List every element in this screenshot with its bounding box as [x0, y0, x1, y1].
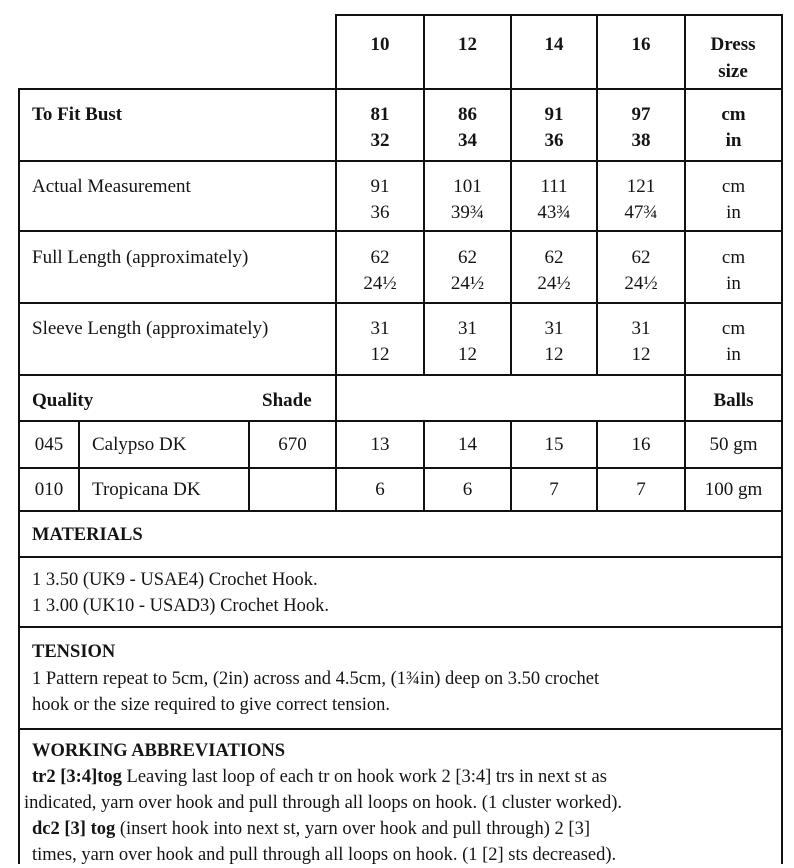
yarn-balls-16: 7 — [636, 479, 646, 500]
yarn-name: Calypso DK — [92, 434, 187, 455]
materials-heading: MATERIALS — [32, 525, 143, 545]
sleeve-cm-10: 31 — [370, 318, 390, 339]
bust-in-14: 36 — [544, 130, 564, 151]
actual-unit-cm: cm — [721, 176, 746, 197]
sleeve-cm-16: 31 — [631, 318, 651, 339]
bust-cm-16: 97 — [631, 104, 651, 125]
bust-in-12: 34 — [458, 130, 477, 151]
rule-left — [18, 88, 20, 864]
yarn-name: Tropicana DK — [92, 479, 201, 500]
bust-unit-cm: cm — [721, 104, 746, 125]
sleeve-in-16: 12 — [631, 344, 651, 365]
yarn-code: 045 — [34, 434, 64, 455]
sleeve-in-10: 12 — [370, 344, 390, 365]
length-in-14: 24½ — [537, 273, 571, 294]
sleeve-in-14: 12 — [544, 344, 564, 365]
abbreviations-heading: WORKING ABBREVIATIONS — [32, 741, 286, 761]
rule-top-header — [335, 14, 783, 16]
yarn-shade: 670 — [278, 434, 307, 455]
sleeve-unit-in: in — [726, 344, 741, 365]
dress-size-label: Dress size — [710, 34, 756, 82]
balls-header: Balls — [713, 390, 754, 411]
length-in-12: 24½ — [450, 273, 485, 294]
yarn-balls-12: 6 — [462, 479, 473, 500]
rule-row-bust — [18, 88, 783, 90]
yarn-ball-weight: 50 gm — [709, 434, 758, 455]
abbreviation-text: (insert hook into next st, yarn over hook and pull through) 2 [3] — [115, 819, 590, 839]
rule-yarn-1 — [18, 420, 783, 422]
length-unit-in: in — [726, 273, 741, 294]
yarn-code: 010 — [34, 479, 64, 500]
yarn-balls-14: 15 — [544, 434, 564, 455]
row-label-bust: To Fit Bust — [32, 104, 123, 125]
yarn-balls-16: 16 — [631, 434, 651, 455]
rule-materials-body — [18, 556, 783, 558]
row-label-sleeve: Sleeve Length (approximately) — [32, 318, 269, 339]
length-unit-cm: cm — [721, 247, 746, 268]
abbreviation-text: Leaving last loop of each tr on hook work 2 [3:4] trs in next st as — [121, 767, 607, 787]
abbreviation-term: tr2 [3:4]tog — [32, 767, 122, 787]
actual-cm-12: 101 — [453, 176, 482, 197]
row-label-actual: Actual Measurement — [32, 176, 191, 197]
sleeve-cm-12: 31 — [458, 318, 477, 339]
tension-line: 1 Pattern repeat to 5cm, (2in) across and 4.5cm, (1¾in) deep on 3.50 crochet — [32, 669, 600, 689]
size-header-12: 12 — [458, 34, 477, 55]
sleeve-in-12: 12 — [458, 344, 477, 365]
abbreviation-entry — [32, 816, 590, 842]
yarn-ball-weight: 100 gm — [704, 479, 763, 500]
bust-in-10: 32 — [370, 130, 390, 151]
abbreviation-text: indicated, yarn over hook and pull through all loops on hook. (1 cluster worked). — [24, 793, 623, 813]
quality-header: Quality — [32, 390, 94, 411]
sleeve-unit-cm: cm — [721, 318, 746, 339]
actual-in-12: 39¾ — [450, 202, 485, 223]
materials-line: 1 3.00 (UK10 - USAD3) Crochet Hook. — [32, 596, 329, 616]
yarn-balls-14: 7 — [549, 479, 559, 500]
size-header-10: 10 — [370, 34, 390, 55]
bust-unit-in: in — [725, 130, 742, 151]
actual-in-10: 36 — [370, 202, 390, 223]
rule-abbreviations — [18, 728, 783, 730]
abbreviation-term: dc2 [3] tog — [32, 819, 116, 839]
rule-row-sleeve — [18, 302, 783, 304]
length-in-16: 24½ — [624, 273, 658, 294]
rule-materials — [18, 510, 783, 512]
tension-heading: TENSION — [32, 642, 116, 662]
length-cm-10: 62 — [370, 247, 390, 268]
bust-cm-12: 86 — [458, 104, 477, 125]
length-cm-12: 62 — [458, 247, 477, 268]
rule-row-length — [18, 230, 783, 232]
bust-cm-10: 81 — [370, 104, 390, 125]
bust-cm-14: 91 — [544, 104, 564, 125]
size-header-16: 16 — [631, 34, 651, 55]
rule-row-actual — [18, 160, 783, 162]
rule-yarn-header — [18, 374, 783, 376]
rule-yarn-2 — [18, 467, 783, 469]
abbreviation-entry — [32, 764, 607, 790]
bust-in-16: 38 — [631, 130, 651, 151]
sleeve-cm-14: 31 — [544, 318, 564, 339]
materials-line: 1 3.50 (UK9 - USAE4) Crochet Hook. — [32, 570, 318, 590]
rule-col-code — [78, 420, 80, 510]
actual-cm-14: 111 — [540, 176, 568, 197]
size-header-14: 14 — [544, 34, 564, 55]
actual-in-16: 47¾ — [624, 202, 658, 223]
length-cm-14: 62 — [544, 247, 564, 268]
actual-in-14: 43¾ — [537, 202, 571, 223]
tension-line: hook or the size required to give correct tension. — [32, 695, 391, 715]
yarn-balls-10: 13 — [370, 434, 390, 455]
actual-cm-16: 121 — [626, 176, 656, 197]
actual-unit-in: in — [726, 202, 741, 223]
yarn-balls-10: 6 — [375, 479, 385, 500]
rule-tension — [18, 626, 783, 628]
shade-header: Shade — [262, 390, 312, 411]
length-cm-16: 62 — [631, 247, 651, 268]
rule-right — [781, 14, 783, 864]
abbreviation-text: times, yarn over hook and pull through all loops on hook. (1 [2] sts decreased). — [32, 845, 617, 865]
row-label-length: Full Length (approximately) — [32, 247, 249, 268]
yarn-balls-12: 14 — [458, 434, 477, 455]
actual-cm-10: 91 — [370, 176, 390, 197]
length-in-10: 24½ — [363, 273, 397, 294]
